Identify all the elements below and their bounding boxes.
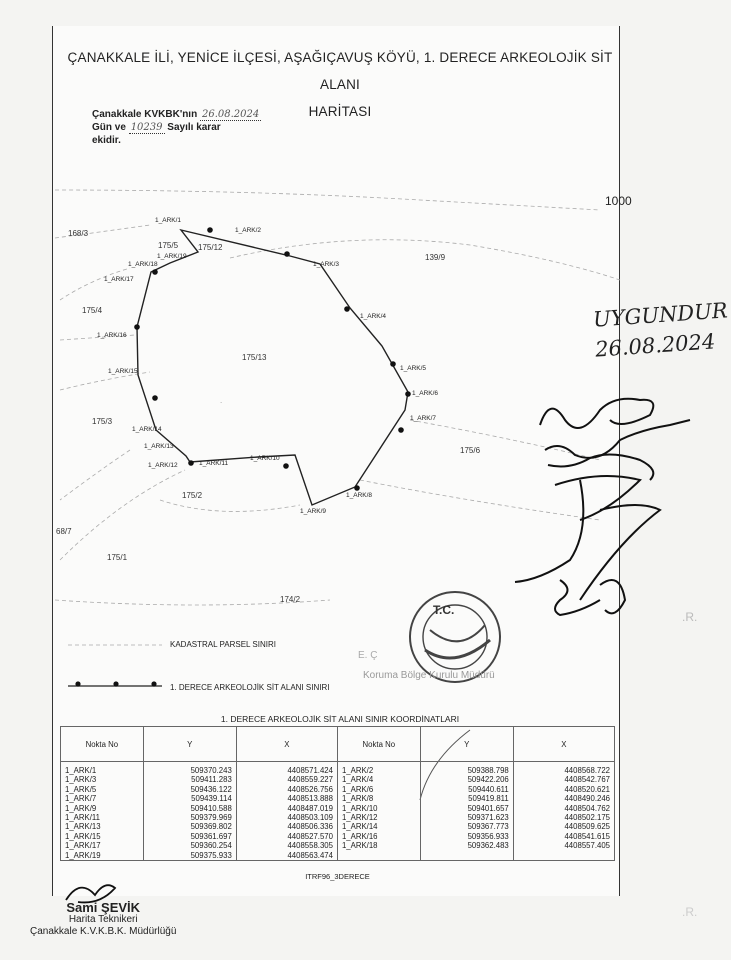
table-cell: 4408509.625 <box>513 822 614 831</box>
parcel-label: 175/3 <box>92 417 113 426</box>
table-cell: 1_ARK/4 <box>337 775 420 784</box>
parcel-label: 68/7 <box>56 527 72 536</box>
table-cell: 1_ARK/10 <box>337 804 420 813</box>
table-cell: 4408557.405 <box>513 841 614 850</box>
note-line2-suffix: Sayılı karar <box>167 122 221 133</box>
coordinate-system: ITRF96_3DERECE <box>305 872 370 881</box>
table-cell: 509375.933 <box>143 851 236 861</box>
table-row <box>61 794 615 803</box>
table-cell: 1_ARK/9 <box>61 804 144 813</box>
title-line-2: HARİTASI <box>308 104 372 119</box>
table-cell: 509356.933 <box>420 832 513 841</box>
table-cell: 1_ARK/16 <box>337 832 420 841</box>
table-cell: 1_ARK/3 <box>61 775 144 784</box>
point-label: 1_ARK/17 <box>104 276 134 283</box>
stamp-text: Koruma Bölge Kurulu Müdürü <box>363 670 495 681</box>
committee-signatures <box>515 399 690 615</box>
point-label: 1_ARK/10 <box>250 455 280 462</box>
col-header: Nokta No <box>61 727 144 762</box>
point-label: 1_ARK/9 <box>300 508 327 515</box>
col-header: Nokta No <box>337 727 420 762</box>
table-cell: 509440.611 <box>420 785 513 794</box>
table-row <box>61 822 615 831</box>
table-cell: 509379.969 <box>143 813 236 822</box>
site-boundary <box>137 230 408 505</box>
signer-role: Harita Teknikeri <box>68 914 138 925</box>
parcel-label: 175/12 <box>198 243 223 252</box>
parcel-label: 175/4 <box>82 306 103 315</box>
table-cell: 4408527.570 <box>236 832 337 841</box>
table-cell <box>420 851 513 861</box>
point-label: 1_ARK/6 <box>412 390 439 397</box>
parcel-label: 175/2 <box>182 491 203 500</box>
table-cell: 4408487.019 <box>236 804 337 813</box>
table-cell: 509369.802 <box>143 822 236 831</box>
point-label: 1_ARK/14 <box>132 426 162 433</box>
handwritten-approval <box>592 295 731 364</box>
col-header: X <box>513 727 614 762</box>
table-cell: 1_ARK/19 <box>61 851 144 861</box>
point-label: 1_ARK/3 <box>313 261 340 268</box>
table-cell: 4408502.175 <box>513 813 614 822</box>
point-label: 1_ARK/15 <box>108 368 138 375</box>
table-cell: 509419.811 <box>420 794 513 803</box>
svg-text:T.C.: T.C. <box>433 603 455 617</box>
table-cell: 509411.283 <box>143 775 236 784</box>
table-cell: 4408506.336 <box>236 822 337 831</box>
table-cell: 1_ARK/12 <box>337 813 420 822</box>
margin-mark: .R. <box>682 905 698 919</box>
table-cell: 1_ARK/17 <box>61 841 144 850</box>
point-label: 1_ARK/7 <box>410 415 437 422</box>
table-row <box>61 804 615 813</box>
approval-date: 26.08.2024 <box>594 329 717 362</box>
table-cell: 509370.243 <box>143 762 236 776</box>
table-cell <box>337 851 420 861</box>
point-label: 1_ARK/16 <box>97 332 127 339</box>
table-cell: 1_ARK/1 <box>61 762 144 776</box>
table-cell: 509367.773 <box>420 822 513 831</box>
title-line-1: ÇANAKKALE İLİ, YENİCE İLÇESİ, AŞAĞIÇAVUŞ KÖYÜ, 1. DERECE ARKEOLOJİK SİT ALANI <box>67 50 613 92</box>
point-label: 1_ARK/19 <box>157 253 187 260</box>
table-row <box>61 813 615 822</box>
cadastral-lines <box>55 190 620 605</box>
note-line2-prefix: Gün ve <box>92 122 126 133</box>
point-label: 1_ARK/2 <box>235 227 262 234</box>
table-cell: 1_ARK/6 <box>337 785 420 794</box>
legend-sit-label: 1. DERECE ARKEOLOJİK SİT ALANI SINIRI <box>170 683 330 692</box>
parcel-label: 175/5 <box>158 241 179 250</box>
table-cell: 1_ARK/13 <box>61 822 144 831</box>
col-header: Y <box>420 727 513 762</box>
point-label: 1_ARK/5 <box>400 365 427 372</box>
table-cell: 509422.206 <box>420 775 513 784</box>
table-cell: 4408504.762 <box>513 804 614 813</box>
official-seal <box>410 592 500 682</box>
note-prefix: Çanakkale KVKBK'nın <box>92 109 198 120</box>
table-cell: 509410.588 <box>143 804 236 813</box>
parcel-label: 175/1 <box>107 553 128 562</box>
note-number: 10239 <box>130 122 163 133</box>
table-cell: 509361.697 <box>143 832 236 841</box>
coord-table-body <box>61 762 615 861</box>
point-label: 1_ARK/13 <box>144 443 174 450</box>
boundary-points <box>134 227 411 491</box>
table-cell: 1_ARK/5 <box>61 785 144 794</box>
table-cell: 1_ARK/7 <box>61 794 144 803</box>
col-header: X <box>236 727 337 762</box>
scale-label: 1000 <box>605 194 632 208</box>
approval-word: UYGUNDUR <box>592 298 729 332</box>
table-cell: 509360.254 <box>143 841 236 850</box>
table-cell <box>513 851 614 861</box>
point-label: 1_ARK/18 <box>128 261 158 268</box>
note-date: 26.08.2024 <box>201 109 260 120</box>
table-row <box>61 841 615 850</box>
note-line3: ekidir. <box>92 135 121 146</box>
signer-office: Çanakkale K.V.K.B.K. Müdürlüğü <box>30 926 177 937</box>
table-row <box>61 785 615 794</box>
parcel-label: 175/6 <box>460 446 481 455</box>
table-cell: 4408541.615 <box>513 832 614 841</box>
signer-block <box>30 902 176 938</box>
coord-table-title: 1. DERECE ARKEOLOJİK SİT ALANI SINIR KOORDİNATLARI <box>220 714 460 724</box>
table-cell: 4408503.109 <box>236 813 337 822</box>
table-cell: 1_ARK/18 <box>337 841 420 850</box>
col-header: Y <box>143 727 236 762</box>
table-cell: 509362.483 <box>420 841 513 850</box>
table-cell: 4408563.474 <box>236 851 337 861</box>
parcel-label: 174/2 <box>280 595 301 604</box>
table-cell: 1_ARK/15 <box>61 832 144 841</box>
table-cell: 509371.623 <box>420 813 513 822</box>
table-cell: 4408526.756 <box>236 785 337 794</box>
table-cell: 4408571.424 <box>236 762 337 776</box>
parcel-label: 139/9 <box>425 253 446 262</box>
legend-cadastral-label: KADASTRAL PARSEL SINIRI <box>170 640 276 649</box>
point-label: 1_ARK/1 <box>155 217 182 224</box>
table-row <box>61 832 615 841</box>
table-cell: 1_ARK/8 <box>337 794 420 803</box>
table-cell: 509439.114 <box>143 794 236 803</box>
table-cell: 1_ARK/11 <box>61 813 144 822</box>
table-cell: 4408568.722 <box>513 762 614 776</box>
point-label: 1_ARK/8 <box>346 492 373 499</box>
table-cell: 4408558.305 <box>236 841 337 850</box>
table-row <box>61 775 615 784</box>
table-cell: 509436.122 <box>143 785 236 794</box>
parcel-label: 175/13 <box>242 353 267 362</box>
table-cell: 4408559.227 <box>236 775 337 784</box>
table-cell: 4408542.767 <box>513 775 614 784</box>
table-row <box>61 762 615 776</box>
point-label: 1_ARK/4 <box>360 313 387 320</box>
table-cell: 4408513.888 <box>236 794 337 803</box>
dot-mark: . <box>220 396 223 405</box>
point-label: 1_ARK/11 <box>199 460 229 467</box>
table-cell: 1_ARK/14 <box>337 822 420 831</box>
table-cell: 1_ARK/2 <box>337 762 420 776</box>
table-cell: 509401.657 <box>420 804 513 813</box>
table-row <box>61 851 615 861</box>
table-cell: 4408490.246 <box>513 794 614 803</box>
parcel-label: 168/3 <box>68 229 89 238</box>
point-label: 1_ARK/12 <box>148 462 178 469</box>
margin-mark: .R. <box>682 610 698 624</box>
signer-name: Sami ŞEVİK <box>66 900 141 915</box>
table-cell: 509388.798 <box>420 762 513 776</box>
coord-table <box>60 726 615 861</box>
table-cell: 4408520.621 <box>513 785 614 794</box>
stamp-text: E. Ç <box>358 650 378 661</box>
